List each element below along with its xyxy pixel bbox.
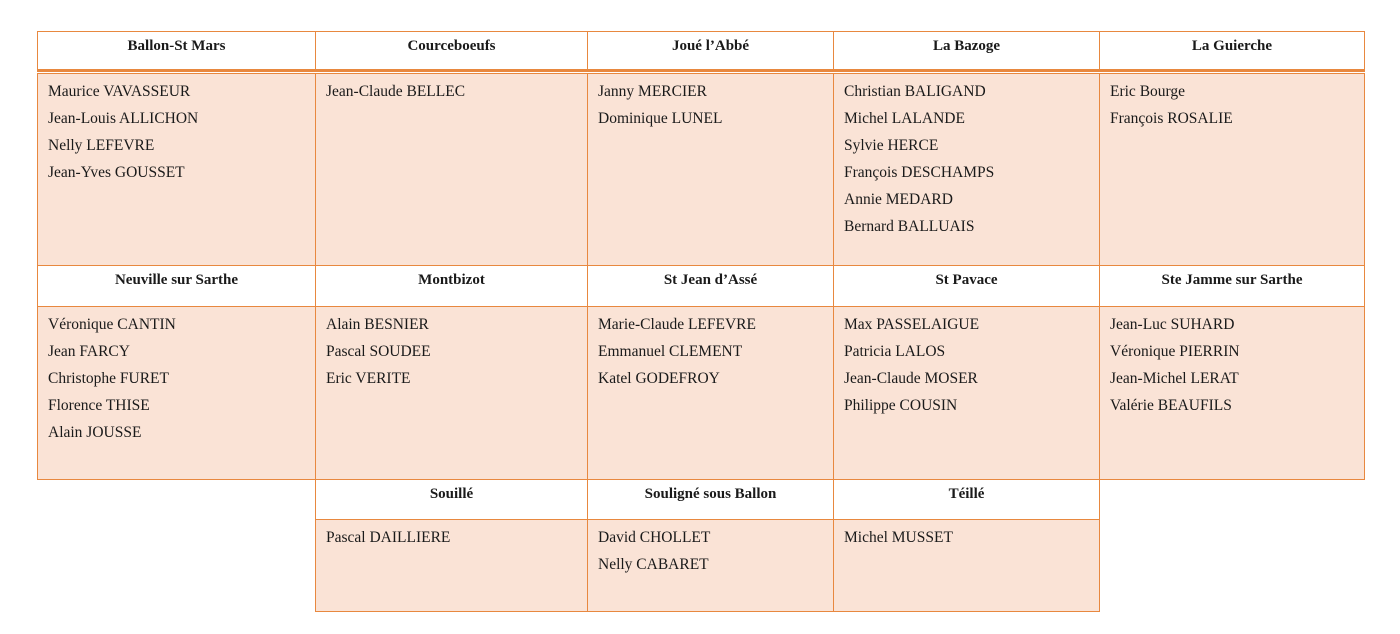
commune-header-ste-jamme-sur-sarthe: Ste Jamme sur Sarthe [1099, 265, 1365, 307]
commune-header-st-pavace: St Pavace [833, 265, 1100, 307]
commune-header-montbizot: Montbizot [315, 265, 588, 307]
commune-members-souligne-sous-ballon [587, 519, 834, 612]
commune-members-courceboeufs [315, 73, 588, 266]
member-name: Max PASSELAIGUE [844, 316, 980, 333]
commune-members-montbizot [315, 306, 588, 480]
commune-header-neuville-sur-sarthe: Neuville sur Sarthe [37, 265, 316, 307]
commune-header-courceboeufs: Courceboeufs [315, 31, 588, 72]
commune-header-souligne-sous-ballon: Souligné sous Ballon [587, 479, 834, 520]
member-name: Dominique LUNEL [598, 110, 723, 127]
member-name: David CHOLLET [598, 529, 711, 546]
commune-members-teille [833, 519, 1100, 612]
member-name: Michel MUSSET [844, 529, 953, 546]
member-name: Michel LALANDE [844, 110, 965, 127]
commune-header-joue-l-abbe: Joué l’Abbé [587, 31, 834, 72]
member-name: Janny MERCIER [598, 83, 707, 100]
member-name: Jean-Yves GOUSSET [48, 164, 185, 181]
commune-header-la-bazoge: La Bazoge [833, 31, 1100, 72]
commune-header-souille: Souillé [315, 479, 588, 520]
commune-members-st-pavace [833, 306, 1100, 480]
member-name: Florence THISE [48, 397, 150, 414]
commune-header-teille: Téillé [833, 479, 1100, 520]
member-name: Véronique PIERRIN [1110, 343, 1240, 360]
commune-header-ballon-st-mars: Ballon-St Mars [37, 31, 316, 72]
member-name: François DESCHAMPS [844, 164, 995, 181]
member-name: Jean-Claude MOSER [844, 370, 978, 387]
member-name: Véronique CANTIN [48, 316, 176, 333]
member-name: Christian BALIGAND [844, 83, 986, 100]
commune-members-souille [315, 519, 588, 612]
member-name: Jean-Luc SUHARD [1110, 316, 1235, 333]
member-name: Sylvie HERCE [844, 137, 939, 154]
member-name: Pascal SOUDEE [326, 343, 431, 360]
member-name: Jean-Louis ALLICHON [48, 110, 199, 127]
member-name: Emmanuel CLEMENT [598, 343, 743, 360]
member-name: Alain JOUSSE [48, 424, 142, 441]
commune-members-st-jean-d-asse [587, 306, 834, 480]
member-name: Valérie BEAUFILS [1110, 397, 1232, 414]
member-name: Bernard BALLUAIS [844, 218, 975, 235]
commune-header-la-guierche: La Guierche [1099, 31, 1365, 72]
member-name: Eric Bourge [1110, 83, 1186, 100]
member-name: Alain BESNIER [326, 316, 429, 333]
commune-members-neuville-sur-sarthe [37, 306, 316, 480]
member-name: Jean-Michel LERAT [1110, 370, 1239, 387]
member-name: Jean-Claude BELLEC [326, 83, 466, 100]
member-name: Eric VERITE [326, 370, 411, 387]
member-name: Jean FARCY [48, 343, 130, 360]
member-name: Marie-Claude LEFEVRE [598, 316, 756, 333]
member-name: Nelly LEFEVRE [48, 137, 155, 154]
commune-members-ste-jamme-sur-sarthe [1099, 306, 1365, 480]
member-name: Philippe COUSIN [844, 397, 958, 414]
member-name: François ROSALIE [1110, 110, 1233, 127]
commune-members-joue-l-abbe [587, 73, 834, 266]
member-name: Maurice VAVASSEUR [48, 83, 191, 100]
member-name: Annie MEDARD [844, 191, 953, 208]
member-name: Nelly CABARET [598, 556, 709, 573]
commune-members-la-bazoge [833, 73, 1100, 266]
member-name: Pascal DAILLIERE [326, 529, 451, 546]
member-name: Christophe FURET [48, 370, 169, 387]
commune-members-ballon-st-mars [37, 73, 316, 266]
commune-members-la-guierche [1099, 73, 1365, 266]
member-name: Patricia LALOS [844, 343, 946, 360]
member-name: Katel GODEFROY [598, 370, 720, 387]
commune-header-st-jean-d-asse: St Jean d’Assé [587, 265, 834, 307]
